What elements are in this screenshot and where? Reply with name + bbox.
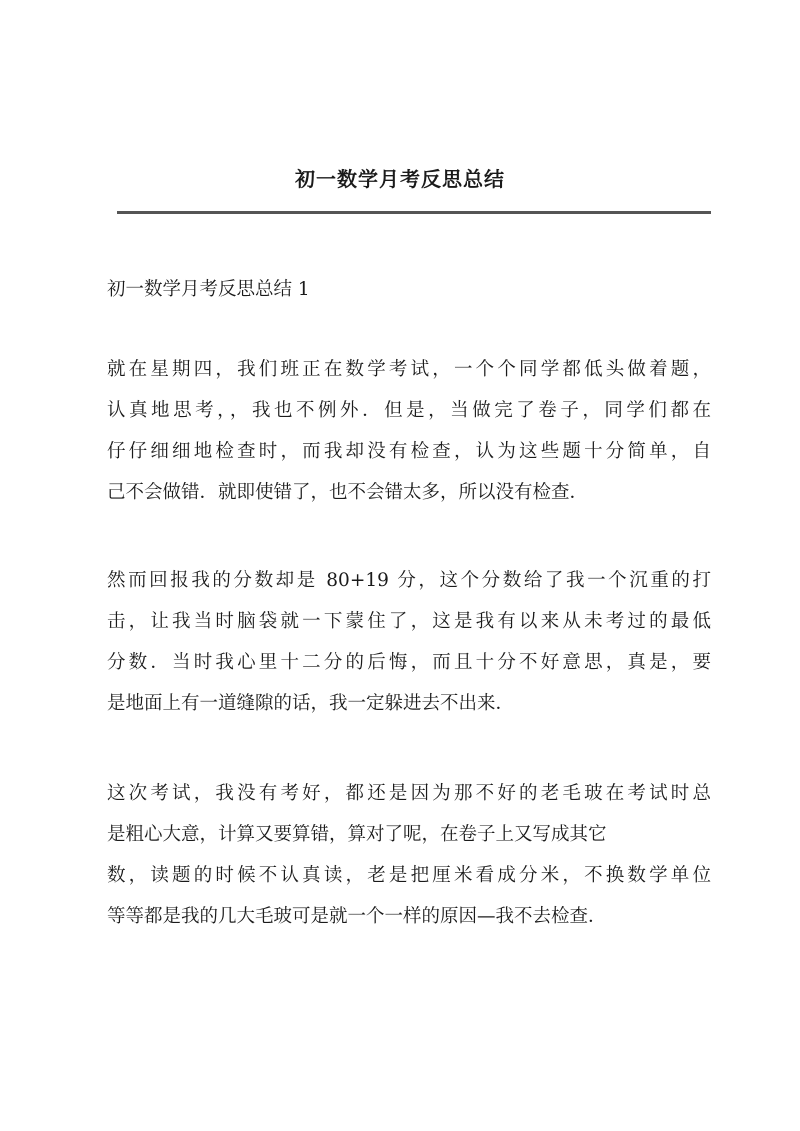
paragraph-line: 认真地思考，，我也不例外．但是，当做完了卷子，同学们都在 (107, 400, 711, 421)
paragraph-line: 己不会做错．就即使错了，也不会错太多，所以没有检查． (107, 482, 589, 503)
document-title: 初一数学月考反思总结 (295, 167, 505, 191)
paragraph-line: 击，让我当时脑袋就一下蒙住了，这是我有以来从未考过的最低 (107, 611, 711, 632)
paragraph-1 (107, 349, 711, 513)
paragraph-line: 这次考试，我没有考好，都还是因为那不好的老毛玻在考试时总 (107, 783, 711, 804)
paragraph-line: 分数．当时我心里十二分的后悔，而且十分不好意思，真是，要 (107, 652, 711, 673)
paragraph-line: 等等都是我的几大毛玻可是就一个一样的原因—我不去检查． (107, 906, 607, 927)
paragraph-line: 数，读题的时候不认真读，老是把厘米看成分米，不换数学单位 (107, 865, 711, 886)
paragraph-2 (107, 560, 711, 724)
paragraph-3 (107, 773, 711, 937)
paragraph-line: 仔仔细细地检查时，而我却没有检查，认为这些题十分简单，自 (107, 441, 711, 462)
paragraph-line: 是粗心大意，计算又要算错，算对了呢，在卷子上又写成其它 (107, 824, 607, 845)
paragraph-line: 然而回报我的分数却是 80+19 分，这个分数给了我一个沉重的打 (107, 570, 711, 591)
title-underline (117, 211, 711, 214)
paragraph-line: 就在星期四，我们班正在数学考试，一个个同学都低头做着题， (107, 359, 711, 380)
section-heading: 初一数学月考反思总结 1 (107, 279, 310, 300)
paragraph-line: 是地面上有一道缝隙的话，我一定躲进去不出来． (107, 693, 515, 714)
